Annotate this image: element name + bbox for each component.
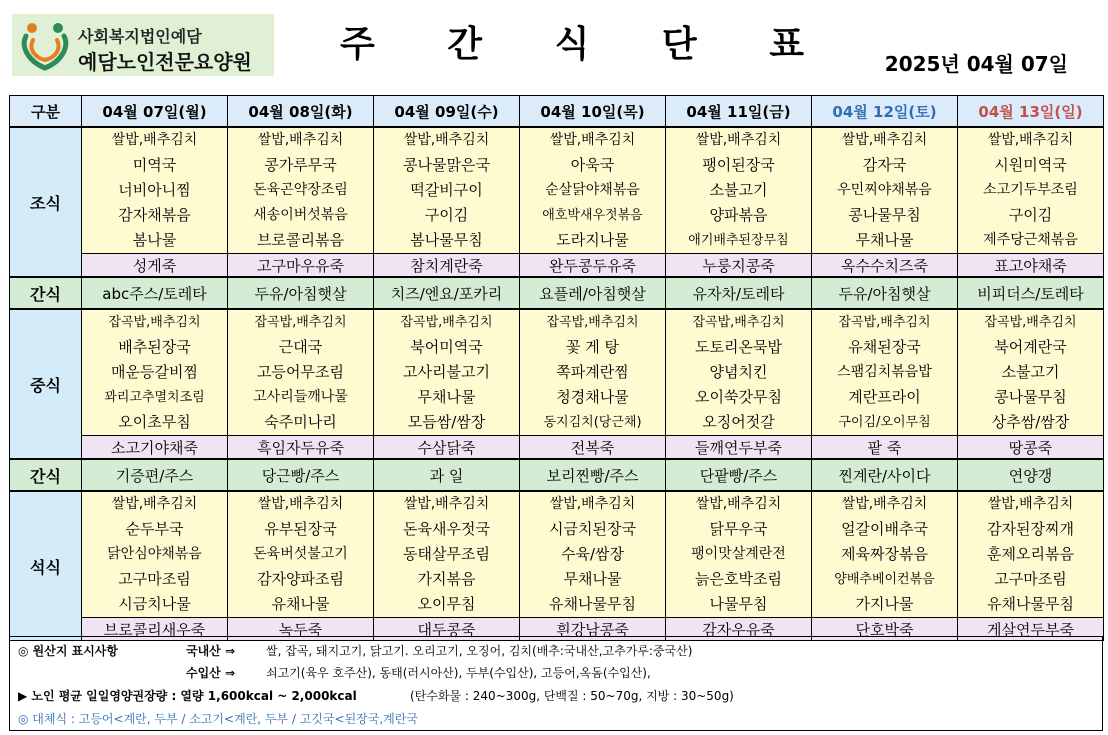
menu-item: 배추된장국 [118,338,191,356]
lunch-cell [958,309,1104,436]
morning-snack-label: 간식 [10,277,82,309]
porridge-item: 녹두죽 [228,618,374,641]
porridge-item: 흰강남콩죽 [520,618,666,641]
menu-item: 쌀밥,배추김치 [987,132,1074,148]
snack-item: 비피더스/토레타 [958,277,1104,309]
menu-item: 유채나물무침 [549,595,636,613]
heart-hands-icon [18,18,72,72]
porridge-item: 팥 죽 [812,436,958,460]
menu-item: 새송이버섯볶음 [253,207,348,223]
menu-item: 닭무우국 [709,520,768,538]
porridge-item: 완두콩두유죽 [520,254,666,278]
dinner-cell [374,491,520,618]
menu-item: 훈제오리볶음 [987,545,1074,563]
menu-item: 잡곡밥,배추김치 [692,315,785,330]
menu-item: 봄나물무침 [410,231,483,249]
menu-item: 고구마조림 [994,570,1067,588]
afternoon-snack-label: 간식 [10,459,82,491]
menu-item: 고사리들깨나물 [253,389,348,405]
org-name-line2: 예담노인전문요양원 [78,50,252,74]
menu-item: 돈육버섯불고기 [253,546,348,562]
snack-item: 과 일 [374,459,520,491]
menu-item: 동지김치(당근채) [543,415,642,430]
menu-item: 쌀밥,배추김치 [257,132,344,148]
snack-item: abc주스/토레타 [82,277,228,309]
menu-item: 수육/쌈장 [560,545,624,563]
day-header: 04월 13일(일) [958,96,1104,128]
menu-item: 아욱국 [570,156,615,174]
menu-item: 쌀밥,배추김치 [841,496,928,512]
lunch-cell [374,309,520,436]
porridge-item: 단호박죽 [812,618,958,641]
menu-item: 모듬쌈/쌈장 [407,413,486,431]
menu-item: 소고기두부조림 [983,182,1078,198]
menu-item: 애호박새우젓볶음 [542,208,643,223]
menu-item: 유채나물 [271,595,330,613]
menu-item: 늙은호박조림 [695,570,782,588]
menu-item: 콩가루무국 [264,156,337,174]
domestic-label: 국내산 ⇒ [186,644,236,658]
snack-item: 두유/아침햇살 [228,277,374,309]
menu-item: 감자국 [862,156,907,174]
menu-item: 숙주미나리 [264,413,337,431]
menu-item: 구이김 [424,206,469,224]
day-header: 04월 07일(월) [82,96,228,128]
menu-item: 고사리불고기 [403,363,490,381]
lunch-cell [520,309,666,436]
lunch-cell [228,309,374,436]
breakfast-label: 조식 [10,127,82,277]
menu-item: 제육짜장볶음 [841,545,928,563]
menu-item: 얼갈이배추국 [841,520,928,538]
menu-item: 쌀밥,배추김치 [987,496,1074,512]
header-row [10,96,1104,128]
porridge-item: 대두콩죽 [374,618,520,641]
snack-item: 연양갱 [958,459,1104,491]
menu-item: 콩나물무침 [994,388,1067,406]
menu-item: 계란프라이 [848,388,921,406]
breakfast-cell [666,127,812,254]
porridge-item: 게살연두부죽 [958,618,1104,641]
snack-item: 단팥빵/주스 [666,459,812,491]
menu-item: 구이김/오이무침 [838,415,931,430]
menu-item: 오이초무침 [118,413,191,431]
menu-item: 잡곡밥,배추김치 [984,315,1077,330]
porridge-item: 감자우유죽 [666,618,812,641]
day-header: 04월 11일(금) [666,96,812,128]
menu-item: 미역국 [132,156,177,174]
snack-item: 치즈/엔요/포카리 [374,277,520,309]
dinner-cell [520,491,666,618]
menu-item: 너비아니찜 [118,181,191,199]
breakfast-row [10,127,1104,254]
porridge-item: 누룽지콩죽 [666,254,812,278]
menu-item: 양배추베이컨볶음 [834,572,935,587]
menu-item: 양파볶음 [709,206,768,224]
snack-item: 보리찐빵/주스 [520,459,666,491]
menu-item: 쌀밥,배추김치 [841,132,928,148]
snack-item: 두유/아침햇살 [812,277,958,309]
porridge-item: 옥수수치즈죽 [812,254,958,278]
menu-item: 순두부국 [125,520,184,538]
menu-item: 감자채볶음 [118,206,191,224]
menu-item: 고구마조림 [118,570,191,588]
porridge-item: 들깨연두부죽 [666,436,812,460]
breakfast-cell [520,127,666,254]
menu-item: 도라지나물 [556,231,629,249]
porridge-item: 전복죽 [520,436,666,460]
menu-item: 쌀밥,배추김치 [111,496,198,512]
menu-item: 제주당근채볶음 [983,232,1078,248]
dinner-cell [666,491,812,618]
menu-item: 팽이된장국 [702,156,775,174]
snack-item: 요플레/아침햇살 [520,277,666,309]
breakfast-cell [374,127,520,254]
lunch-cell [812,309,958,436]
breakfast-cell [812,127,958,254]
menu-item: 시원미역국 [994,156,1067,174]
menu-item: 오이쑥갓무침 [695,388,782,406]
porridge-item: 고구마우유죽 [228,254,374,278]
nutrition-line: ▶ 노인 평균 일일영양권장량 : 열량 1,600kcal ~ 2,000kcal [18,689,357,703]
menu-item: 콩나물맑은국 [403,156,490,174]
menu-item: 무채나물 [855,231,914,249]
menu-item: 오이무침 [417,595,476,613]
lunch-label: 중식 [10,309,82,459]
page-title: 주 간 식 단 표 [340,24,835,65]
menu-item: 애기배추된장무침 [688,233,789,248]
menu-item: 잡곡밥,배추김치 [108,315,201,330]
menu-item: 청경채나물 [556,388,629,406]
day-header: 04월 10일(목) [520,96,666,128]
menu-item: 동태살무조림 [403,545,490,563]
org-name-line1: 사회복지법인예담 [78,27,202,46]
menu-item: 유채나물무침 [987,595,1074,613]
menu-item: 오징어젓갈 [702,413,775,431]
menu-item: 북어미역국 [410,338,483,356]
menu-item: 가지볶음 [417,570,476,588]
menu-item: 봄나물 [132,231,177,249]
footer-notes [9,636,1103,731]
snack-item: 기증편/주스 [82,459,228,491]
menu-item: 유부된장국 [264,520,337,538]
porridge-item: 성게죽 [82,254,228,278]
menu-item: 꽈리고추멸치조림 [104,390,205,405]
menu-item: 브로콜리볶음 [257,231,344,249]
menu-item: 매운등갈비찜 [111,363,198,381]
menu-item: 감자된장찌개 [987,520,1074,538]
menu-item: 도토리온묵밥 [695,338,782,356]
snack-item: 당근빵/주스 [228,459,374,491]
menu-item: 감자양파조림 [257,570,344,588]
breakfast-cell [958,127,1104,254]
menu-item: 쌀밥,배추김치 [111,132,198,148]
dinner-cell [812,491,958,618]
menu-item: 쪽파계란찜 [556,363,629,381]
menu-item: 시금치된장국 [549,520,636,538]
menu-item: 우민찌야채볶음 [837,182,932,198]
nutrition-detail: (탄수화물 : 240~300g, 단백질 : 50~70g, 지방 : 30~50g) [410,689,734,703]
menu-item: 소불고기 [1001,363,1060,381]
breakfast-cell [82,127,228,254]
menu-item: 쌀밥,배추김치 [695,496,782,512]
menu-item: 잡곡밥,배추김치 [546,315,639,330]
menu-item: 쌀밥,배추김치 [549,132,636,148]
dinner-label: 석식 [10,491,82,641]
menu-item: 상추쌈/쌈장 [991,413,1070,431]
porridge-item: 표고야채죽 [958,254,1104,278]
day-header: 04월 09일(수) [374,96,520,128]
menu-item: 양념치킨 [709,363,768,381]
dinner-cell [958,491,1104,618]
afternoon-snack-row [10,459,1104,491]
menu-item: 잡곡밥,배추김치 [254,315,347,330]
menu-item: 콩나물무침 [848,206,921,224]
menu-item: 쌀밥,배추김치 [257,496,344,512]
porridge-item: 수삼닭죽 [374,436,520,460]
menu-item: 무채나물 [417,388,476,406]
breakfast-porridge-row [10,254,1104,278]
header-label: 구분 [10,96,82,128]
menu-item: 북어계란국 [994,338,1067,356]
dinner-row [10,491,1104,618]
import-text: 쇠고기(육우 호주산), 동태(러시아산), 두부(수입산), 고등어,옥돔(수입산), [266,666,651,680]
porridge-item: 참치계란죽 [374,254,520,278]
menu-item: 팽이맛살계란전 [691,546,786,562]
menu-item: 쌀밥,배추김치 [549,496,636,512]
menu-item: 돈육새우젓국 [403,520,490,538]
menu-item: 구이김 [1008,206,1053,224]
porridge-item: 브로콜리새우죽 [82,618,228,641]
porridge-item: 땅콩죽 [958,436,1104,460]
porridge-item: 흑임자두유죽 [228,436,374,460]
menu-item: 순살닭야채볶음 [545,182,640,198]
substitute-line: ◎ 대체식 : 고등어<계란, 두부 / 소고기<계란, 두부 / 고깃국<된장국,계란국 [18,712,418,726]
menu-item: 떡갈비구이 [410,181,483,199]
porridge-item: 소고기야채죽 [82,436,228,460]
menu-item: 쌀밥,배추김치 [695,132,782,148]
org-logo [12,14,274,76]
menu-item: 꽃 게 탕 [565,338,619,356]
menu-item: 시금치나물 [118,595,191,613]
lunch-cell [666,309,812,436]
day-header: 04월 08일(화) [228,96,374,128]
morning-snack-row [10,277,1104,309]
menu-item: 무채나물 [563,570,622,588]
menu-item: 쌀밥,배추김치 [403,496,490,512]
lunch-porridge-row [10,436,1104,460]
snack-item: 유자차/토레타 [666,277,812,309]
origin-title: ◎ 원산지 표시사항 [18,644,118,658]
import-label: 수입산 ⇒ [186,666,236,680]
menu-item: 쌀밥,배추김치 [403,132,490,148]
menu-item: 유채된장국 [848,338,921,356]
menu-item: 잡곡밥,배추김치 [400,315,493,330]
dinner-cell [82,491,228,618]
dinner-cell [228,491,374,618]
menu-item: 닭안심야채볶음 [107,546,202,562]
breakfast-cell [228,127,374,254]
menu-item: 가지나물 [855,595,914,613]
lunch-cell [82,309,228,436]
menu-item: 돈육곤약장조림 [253,182,348,198]
menu-item: 나물무침 [709,595,768,613]
menu-date: 2025년 04월 07일 [884,52,1068,76]
menu-item: 근대국 [278,338,323,356]
menu-item: 잡곡밥,배추김치 [838,315,931,330]
menu-item: 고등어무조림 [257,363,344,381]
snack-item: 찐계란/사이다 [812,459,958,491]
menu-item: 소불고기 [709,181,768,199]
lunch-row [10,309,1104,436]
domestic-text: 쌀, 잡곡, 돼지고기, 닭고기. 오리고기, 오징어, 김치(배추:국내산,고추가루:중국산) [266,644,693,658]
weekly-menu-table [9,95,1104,641]
menu-item: 스팸김치볶음밥 [837,364,932,380]
day-header: 04월 12일(토) [812,96,958,128]
